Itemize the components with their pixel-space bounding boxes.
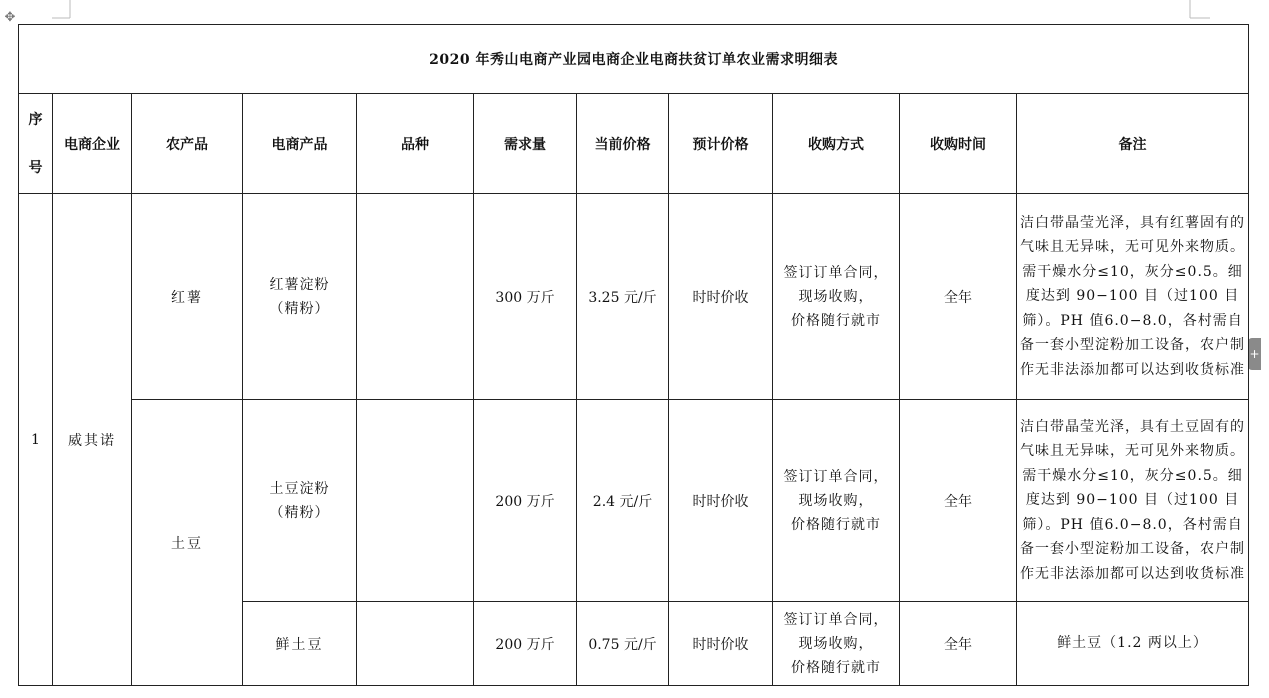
- header-row: [19, 94, 1249, 194]
- header-purchase-method: 收购方式: [773, 94, 900, 194]
- expected-price-cell: 时时价收: [669, 194, 773, 400]
- header-company: 电商企业: [53, 94, 132, 194]
- title-row: [19, 25, 1249, 94]
- header-seq: [19, 94, 53, 194]
- table-row: [19, 194, 1249, 400]
- produce-cell: 红薯: [132, 194, 243, 400]
- header-notes: 备注: [1017, 94, 1249, 194]
- seq-cell: 1: [19, 194, 53, 686]
- product-cell: 鲜土豆: [243, 602, 357, 686]
- header-product: 电商产品: [243, 94, 357, 194]
- product-cell: [243, 400, 357, 602]
- header-seq-line2: 号: [28, 159, 43, 176]
- company-cell: 威其诺: [53, 194, 132, 686]
- product-name: 红薯淀粉: [269, 276, 330, 293]
- demand-table: [18, 24, 1249, 686]
- method-line: 现场收购，: [798, 288, 874, 305]
- notes-cell: 洁白带晶莹光泽，具有土豆固有的气味且无异味，无可见外来物质。需干燥水分≤10，灰分≤0.5。细度达到 90−100 目（过100 目筛）。PH 值6.0−8.0，各村需自备一套小型淀粉加工设备，农户制作无非法添加都可以达到收货标准: [1017, 400, 1249, 602]
- header-variety: 品种: [357, 94, 474, 194]
- method-line: 现场收购，: [798, 635, 874, 652]
- table-row: [19, 400, 1249, 602]
- purchase-time-cell: 全年: [900, 194, 1017, 400]
- purchase-method-cell: [773, 400, 900, 602]
- method-line: 签订订单合同，: [783, 611, 889, 628]
- header-expected-price: 预计价格: [669, 94, 773, 194]
- product-name: 土豆淀粉: [269, 480, 330, 497]
- purchase-method-cell: [773, 602, 900, 686]
- product-grade: （精粉）: [269, 300, 330, 317]
- method-line: 签订订单合同，: [783, 468, 889, 485]
- method-line: 价格随行就市: [791, 312, 881, 329]
- header-produce: 农产品: [132, 94, 243, 194]
- variety-cell: [357, 194, 474, 400]
- method-line: 价格随行就市: [791, 659, 881, 676]
- table-title: 2020 年秀山电商产业园电商企业电商扶贫订单农业需求明细表: [19, 25, 1249, 94]
- table-move-handle-icon[interactable]: ✥: [4, 10, 16, 25]
- header-seq-line1: 序: [28, 111, 43, 128]
- header-current-price: 当前价格: [577, 94, 669, 194]
- current-price-cell: 2.4 元/斤: [577, 400, 669, 602]
- notes-cell: 鲜土豆（1.2 两以上）: [1017, 602, 1249, 686]
- variety-cell: [357, 400, 474, 602]
- notes-cell: 洁白带晶莹光泽，具有红薯固有的气味且无异味，无可见外来物质。需干燥水分≤10，灰分≤0.5。细度达到 90−100 目（过100 目筛）。PH 值6.0−8.0，各村需自备一套小型淀粉加工设备，农户制作无非法添加都可以达到收货标准: [1017, 194, 1249, 400]
- method-line: 现场收购，: [798, 492, 874, 509]
- header-demand: 需求量: [474, 94, 577, 194]
- expected-price-cell: 时时价收: [669, 400, 773, 602]
- purchase-method-cell: [773, 194, 900, 400]
- method-line: 签订订单合同，: [783, 264, 889, 281]
- method-line: 价格随行就市: [791, 516, 881, 533]
- current-price-cell: 3.25 元/斤: [577, 194, 669, 400]
- demand-cell: 200 万斤: [474, 400, 577, 602]
- variety-cell: [357, 602, 474, 686]
- demand-cell: 300 万斤: [474, 194, 577, 400]
- produce-cell: 土豆: [132, 400, 243, 686]
- add-column-handle-icon[interactable]: +: [1248, 338, 1261, 370]
- header-purchase-time: 收购时间: [900, 94, 1017, 194]
- purchase-time-cell: 全年: [900, 400, 1017, 602]
- expected-price-cell: 时时价收: [669, 602, 773, 686]
- current-price-cell: 0.75 元/斤: [577, 602, 669, 686]
- demand-cell: 200 万斤: [474, 602, 577, 686]
- purchase-time-cell: 全年: [900, 602, 1017, 686]
- product-grade: （精粉）: [269, 504, 330, 521]
- product-cell: [243, 194, 357, 400]
